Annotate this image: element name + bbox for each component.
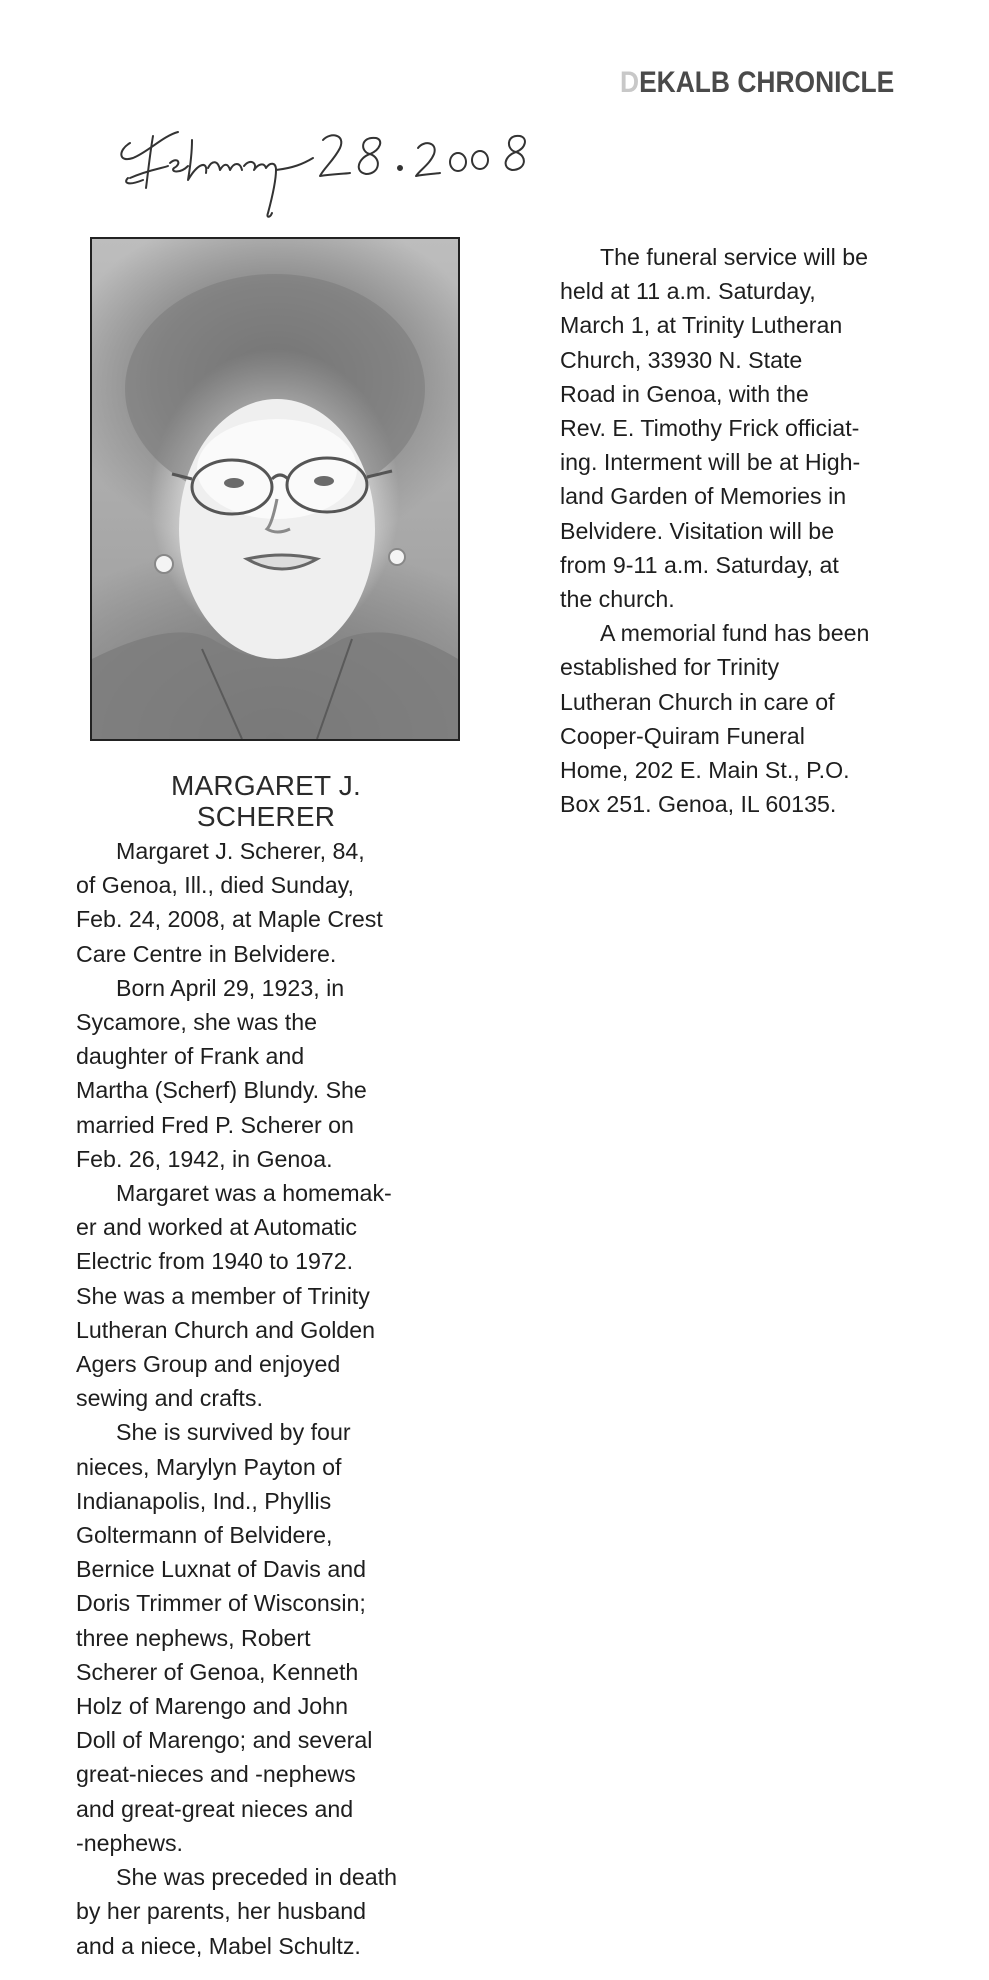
text-line: great-nieces and -nephews (76, 1761, 356, 1788)
text-line: ing. Interment will be at High- (560, 449, 861, 476)
text-line: land Garden of Memories in (560, 483, 847, 510)
handwritten-date-signature (108, 118, 568, 228)
text-line: sewing and crafts. (76, 1385, 263, 1412)
text-line: Bernice Luxnat of Davis and (76, 1556, 367, 1583)
text-line: married Fred P. Scherer on (76, 1111, 354, 1138)
text-line: Box 251. Genoa, IL 60135. (560, 791, 837, 818)
text-line: three nephews, Robert (76, 1624, 311, 1651)
text-line: of Genoa, Ill., died Sunday, (76, 872, 354, 899)
text-line: Doris Trimmer of Wisconsin; (76, 1590, 366, 1617)
text-line: Electric from 1940 to 1972. (76, 1248, 354, 1275)
text-line: Goltermann of Belvidere, (76, 1522, 333, 1549)
text-line: Holz of Marengo and John (76, 1693, 348, 1720)
text-line: Doll of Marengo; and several (76, 1727, 373, 1754)
portrait-photo-image (92, 239, 458, 739)
text-line: by her parents, her husband (76, 1898, 367, 1925)
masthead-text: EKALB CHRONICLE (639, 66, 895, 99)
text-line: Cooper-Quiram Funeral (560, 722, 805, 749)
text-line: Margaret was a homemak- (116, 1180, 392, 1207)
text-line: Indianapolis, Ind., Phyllis (76, 1487, 332, 1514)
text-line: Born April 29, 1923, in (116, 974, 345, 1001)
obituary-paragraph-memorial (560, 616, 940, 821)
text-line: Home, 202 E. Main St., P.O. (560, 757, 850, 784)
obituary-paragraph-survivors (76, 1415, 456, 1860)
text-line: Agers Group and enjoyed (76, 1351, 341, 1378)
newspaper-masthead (620, 66, 895, 100)
obituary-paragraph-preceded (76, 1860, 456, 1963)
obituary-paragraph-life (76, 1176, 456, 1415)
obituary-left-column (76, 770, 456, 1963)
text-line: She was preceded in death (116, 1864, 398, 1891)
obituary-paragraph-death (76, 834, 456, 971)
text-line: Church, 33930 N. State (560, 346, 803, 373)
text-line: Feb. 24, 2008, at Maple Crest (76, 906, 383, 933)
text-line: held at 11 a.m. Saturday, (560, 278, 816, 305)
text-line: Margaret J. Scherer, 84, (116, 838, 365, 864)
handwritten-date (108, 118, 568, 228)
obituary-headline (76, 770, 456, 832)
text-line: Lutheran Church in care of (560, 688, 835, 715)
text-line: March 1, at Trinity Lutheran (560, 312, 843, 339)
text-line: the church. (560, 586, 675, 613)
portrait-photo (90, 237, 460, 741)
headline-line-2: SCHERER (196, 801, 336, 832)
text-line: Road in Genoa, with the (560, 380, 809, 407)
text-line: The funeral service will be (600, 244, 869, 270)
text-line: Rev. E. Timothy Frick officiat- (560, 415, 860, 442)
obituary-paragraph-birth (76, 971, 456, 1176)
obituary-paragraph-funeral (560, 240, 940, 616)
text-line: A memorial fund has been (600, 620, 870, 647)
text-line: established for Trinity (560, 654, 780, 681)
text-line: She was a member of Trinity (76, 1282, 370, 1309)
text-line: er and worked at Automatic (76, 1214, 357, 1241)
headline-line-1: MARGARET J. (171, 770, 361, 801)
text-line: -nephews. (76, 1829, 183, 1856)
text-line: Feb. 26, 1942, in Genoa. (76, 1145, 333, 1172)
obituary-right-column (560, 240, 940, 821)
text-line: She is survived by four (116, 1419, 351, 1446)
masthead-faint-letter: D (620, 66, 640, 99)
text-line: and a niece, Mabel Schultz. (76, 1932, 361, 1959)
text-line: and great-great nieces and (76, 1795, 354, 1822)
text-line: Belvidere. Visitation will be (560, 517, 835, 544)
text-line: Sycamore, she was the (76, 1009, 318, 1036)
text-line: Scherer of Genoa, Kenneth (76, 1658, 359, 1685)
text-line: from 9-11 a.m. Saturday, at (560, 551, 839, 578)
text-line: daughter of Frank and (76, 1043, 305, 1070)
text-line: Martha (Scherf) Blundy. She (76, 1077, 367, 1104)
text-line: Lutheran Church and Golden (76, 1316, 376, 1343)
text-line: nieces, Marylyn Payton of (76, 1453, 342, 1480)
text-line: Care Centre in Belvidere. (76, 940, 337, 967)
